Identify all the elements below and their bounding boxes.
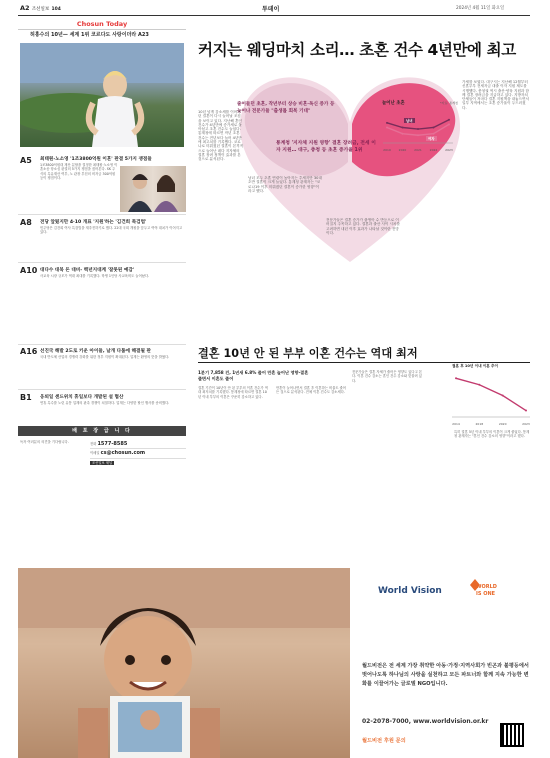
issue-date: 2024년 4월 11일 화요일 [456,6,505,11]
info-box-title: 배 포 장 급 니 다 [18,426,186,436]
data-point [455,377,457,379]
data-point [448,119,450,121]
main-headline: 커지는 웨딩마치 소리… 초혼 건수 4년만에 최고 [198,41,516,59]
second-headline: 결혼 10년 안 된 부부 이혼 건수는 역대 최저 [198,347,418,360]
data-point [402,127,404,129]
main-body-col4: 가세를 보였다. 대구시는 지난해 12월부터 신혼부부 전세자금 대출 이자 지원 제도를 시행했다. 충청권 역시 출산·양육 지원과 함께 결혼 장려금을 지급하고 있다. 지방자치단체들이 저마다 결혼 지원책을 내놓으면서 일부 지역에서는 초혼 증가율이 두드러졌다. [462,80,530,110]
qr-code-icon[interactable] [500,723,524,747]
story-page-a10: A10 [20,266,38,275]
first-marriage-chart [383,108,453,152]
chosun-today-headline[interactable]: 허홍수의 10년— 세계 1위 코르다도 사랑이더라 A23 [30,32,149,38]
ad-text: 월드비전은 전 세계 가장 취약한 아동·가정·지역사회가 빈곤과 불평등에서 벗어나도록 하나님의 사랑을 실천하고 모든 파트너와 함께 지속 가능한 변화를 이끌어가는 글로벌 NGO입니다. [362,663,529,687]
quote-1: 줄어들던 초혼, 작년부터 상승 비혼·독신 증가 등 늦어나 전문가들 "출생률 회복 기대" [237,102,335,114]
divider [18,214,186,215]
story-title-a16[interactable]: 선진국 해발 2도로 키운 아이들, 날개 다툼에 해결될 판 [40,349,151,354]
data-point [417,128,419,130]
second-body-col1: 결혼 기간이 10년이 안 된 부부의 이혼 건수가 역대 최저치를 기록했다. 통계청에 따르면 결혼 10년 이내 부부의 이혼은 꾸준히 감소하고 있다. [198,386,268,399]
story-body-a5: 1조3800억원대 재산 분할을 결정한 최태원·노소영 이혼소송 항소심 판결의 5가지 쟁점을 짚어본다. SK 주식의 특유재산 여부, 노 관장 부친의 비자금 300억원 등이 쟁점이다. [40,163,118,180]
data-point [433,133,435,135]
email-label: 이메일 [90,451,100,456]
story-body-b1: 연휴 특수를 노린 유통 업계의 판촉 경쟁이 치열하다. 업계는 다양한 할인 행사를 준비했다. [40,401,170,405]
main-body-col2: 남녀 모두 초혼 연령이 높아지는 추세지만 30대 초반 결혼이 크게 늘었다. 통계청 관계자는 "코로나19 이후 미뤄졌던 결혼이 증가한 영향"이라고 했다. [248,176,322,193]
kakao-channel[interactable]: 조선일보 채널 [92,460,113,465]
story-body-a10: 사교육 시장 규모가 역대 최대를 기록했다. 학생 1인당 사교육비도 늘어났다. [40,274,150,278]
data-point [448,123,450,125]
x-tick-label: 2023 [522,422,530,426]
second-body-col3: 전문가들은 결혼 자체가 줄어든 영향도 있다고 본다. 이혼 건수 감소는 혼인 건수 감소와 맞물려 있다. [352,370,422,383]
main-body-col3: 전문가들은 결혼 증가가 출생아 수 반등으로 이어질지 주목하고 있다. 결혼과 출산 사이 시차를 고려하면 내년 이후 효과가 나타날 것이란 전망이다. [326,218,400,235]
x-tick-label: 2021 [414,148,422,152]
story-body-a8: 민주당은 김건희 여사 특검법을 재추진하기로 했다. 22대 국회 개원을 앞두고 여야 대치가 이어지고 있다. [40,226,183,235]
data-point [433,127,435,129]
page-header [0,0,550,16]
story-title-a8[interactable]: 전당 앞뒀지만 4·10 개표 '지원'하는 '김건희 특검법' [40,220,147,225]
chosun-today-title: Chosun Today [18,19,186,30]
legend-male: 남녀 [406,119,413,123]
second-body-col4: 특히 결혼 5년 이내 부부의 이혼이 크게 줄었다. 통계청 관계자는 "혼인 건수 감소의 영향"이라고 했다. [454,430,530,439]
data-point [417,134,419,136]
x-tick-label: 2014 [452,422,460,426]
x-tick-label: 2019 [383,148,391,152]
info-box-text: 독자 여러분의 의견을 기다립니다. [20,440,69,444]
page-number: A2 조선일보 104 [20,4,61,12]
data-point [402,133,404,135]
legend-female: 여자 [428,137,435,141]
data-point [386,122,388,124]
x-tick-label: 2020 [498,422,507,426]
ad-donate-label: 월드비전 후원 문의 [362,738,406,744]
ad-tagline: WORLD IS ONE [476,584,497,597]
chart-title: 늘어난 초혼 [382,101,405,106]
divider [18,262,186,263]
phone-label: 전화 [90,442,97,446]
second-body-col2: 만혼이 늘어나면서 결혼 후 이혼하는 비율도 줄어든 것으로 분석된다. 전체 이혼 건수도 감소세다. [276,386,346,395]
story-page-a8: A8 [20,218,32,227]
golfer-photo [20,43,184,147]
divorce-chart-title: 결혼 후 10년 이내 이혼 추이 [452,364,498,368]
info-box-contacts [90,440,186,467]
section-rule [198,362,530,363]
data-point [478,384,480,386]
divorce-chart [452,370,530,426]
data-point [525,410,527,412]
story-title-a5[interactable]: 최태원-노소영 '1조3800억원 이혼' 판결 5가지 쟁점들 [40,157,152,162]
phone-number[interactable]: 1577-8585 [97,441,128,447]
divider [18,344,186,345]
divider [18,389,186,390]
story-page-a5: A5 [20,156,32,165]
ad-child-photo [18,568,350,758]
story-title-b1[interactable]: 웅퇴일 센드위치 휴일보다 개발된 설 협산 [40,395,124,400]
x-tick-label: 2022 [429,148,438,152]
x-tick-label: 2020 [398,148,407,152]
story-body-a16: 국내 반도체 산업의 경쟁력 강화를 위한 정부 지원이 확대된다. 업계는 환영의 뜻을 밝혔다. [40,355,170,359]
chart-source: *자료: 통계청 [440,101,458,105]
x-tick-label: 2018 [475,422,484,426]
x-tick-label: 2023 [445,148,453,152]
second-lead: 1분기 7,858 건, 1년새 6.8% 줄어 만혼 늘어난 영향·결혼 줄면서 이혼도 줄어 [198,370,309,381]
main-body-col1: 10년 넘게 감소세를 이어가던 결혼이 다시 늘어날 조짐을 보이고 있다. 지난해 혼인 건수가 4년만에 증가세로 돌아섰고 초혼 건수도 늘었다. 통계청에 따르면 작년 초혼 건수는 전년보다 늘어 4년만에 최고치를 기록했다. 코로나로 미뤄졌던 결혼이 본격적으로 늘어난 데다 지자체의 결혼 장려 정책이 효과를 본 것으로 분석된다. [198,110,244,162]
data-point [386,127,388,129]
email-address[interactable]: cs@chosun.com [100,450,146,457]
header-rule [18,15,530,16]
series-line [456,378,526,410]
quote-2: 통계청 '지자체 지원 영향' 결혼 장려금, 전세 이자 지원… 대구, 충청 등 초혼 증가율 1위 [276,141,376,153]
story-title-a10[interactable]: 대다수 대북 돈 대비- 백년지대계 '잘못된 예감' [40,268,135,273]
story-page-b1: B1 [20,393,32,402]
ad-brand: World Vision [378,586,442,596]
couple-photo [120,166,186,212]
data-point [502,395,504,397]
series-line [387,120,449,129]
story-page-a16: A16 [20,347,38,356]
section-name: 투데이 [262,6,280,13]
ad-phone[interactable]: 02-2078-7000, www.worldvision.or.kr [362,718,489,725]
